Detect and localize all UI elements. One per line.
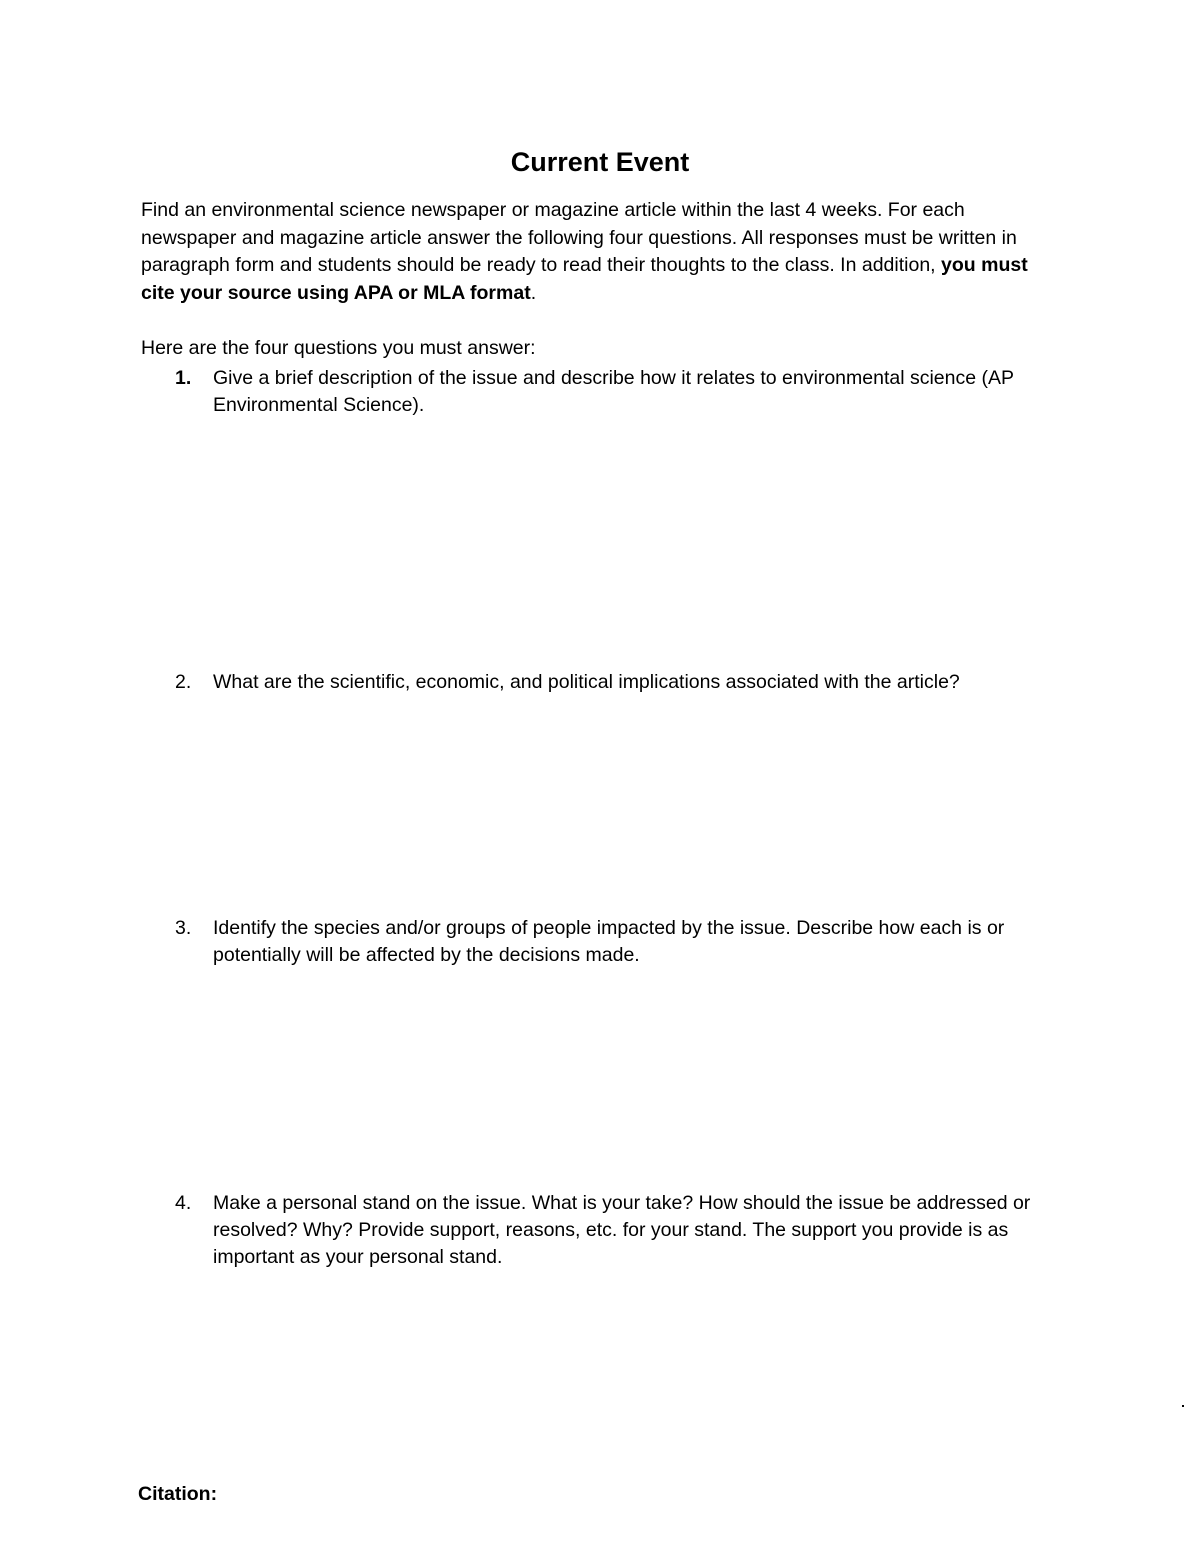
questions-lead-in: Here are the four questions you must answer:: [141, 337, 536, 359]
question-item: [141, 915, 1061, 969]
intro-end: .: [530, 281, 537, 304]
intro-bold-instruction: you must cite your source using APA or MLA format: [141, 254, 1028, 304]
citation-label: Citation:: [138, 1483, 218, 1505]
question-text: Make a personal stand on the issue. What is your take? How should the issue be addressed or resolved? Why? Provide support, reasons, etc. for your stand. The support you provide is as important as your personal stand.: [213, 1192, 1031, 1268]
question-number: 4.: [175, 1192, 192, 1214]
question-number: 2.: [175, 671, 192, 693]
page-title: Current Event: [510, 147, 690, 177]
question-number: 3.: [175, 917, 192, 939]
question-text: What are the scientific, economic, and political implications associated with the article?: [213, 671, 960, 693]
intro-text: Find an environmental science newspaper or magazine article within the last 4 weeks. For each newspaper and magazine article answer the following four questions. All responses must be written in paragraph form and students should be ready to read their thoughts to the class. In addition,: [141, 199, 1017, 276]
question-text: Give a brief description of the issue and describe how it relates to environmental science (AP Environmental Science).: [213, 367, 1014, 416]
question-item: [141, 365, 1061, 419]
stray-mark: [1182, 1405, 1184, 1407]
question-number: 1.: [175, 367, 192, 389]
question-item: [141, 669, 1061, 696]
question-text: Identify the species and/or groups of people impacted by the issue. Describe how each is or potentially will be affected by the decisions made.: [213, 917, 1005, 966]
intro-paragraph: [141, 197, 1061, 307]
question-item: [141, 1190, 1061, 1271]
